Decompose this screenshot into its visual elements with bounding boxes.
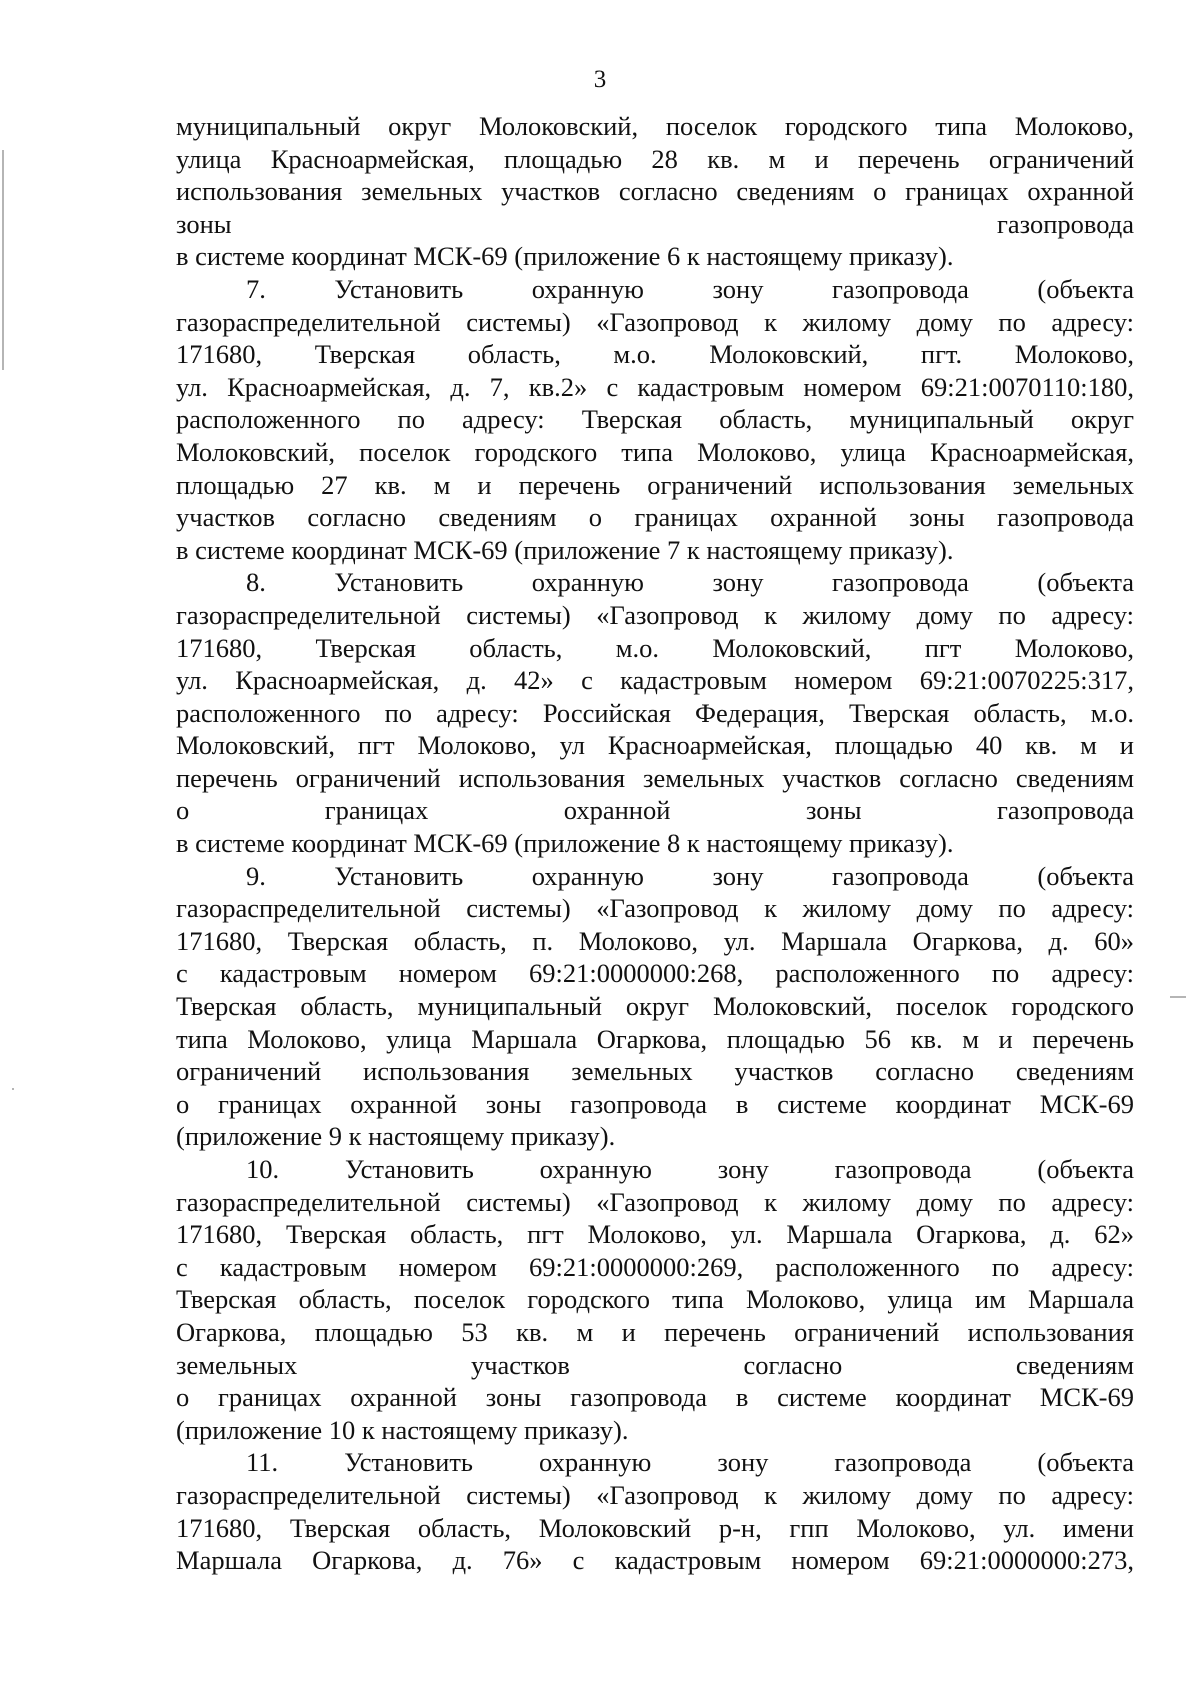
text-line: 7. Установить охранную зону газопровода (объекта <box>246 273 1134 304</box>
text-line: 171680, Тверская область, Молоковский р-н, гпп Молоково, ул. имени <box>176 1512 1134 1543</box>
text-line: в системе координат МСК-69 (приложение 8 к настоящему приказу). <box>176 828 954 859</box>
text-line: с кадастровым номером 69:21:0000000:269, расположенного по адресу: <box>176 1251 1134 1282</box>
text-line: в системе координат МСК-69 (приложение 7 к настоящему приказу). <box>176 534 954 565</box>
text-line: Маршала Огаркова, д. 76» с кадастровым номером 69:21:0000000:273, <box>176 1545 1134 1576</box>
scan-artifact-mark <box>1170 996 1186 998</box>
text-line: расположенного по адресу: Тверская область, муниципальный округ <box>176 404 1134 435</box>
text-line: 171680, Тверская область, п. Молоково, ул. Маршала Огаркова, д. 60» <box>176 925 1134 956</box>
scan-artifact-mark <box>12 1088 14 1090</box>
text-line: о границах охранной зоны газопровода в системе координат МСК-69 <box>176 1088 1134 1119</box>
page-number: 3 <box>593 66 607 93</box>
text-line: газораспределительной системы) «Газопровод к жилому дому по адресу: <box>176 306 1134 337</box>
text-line: Молоковский, пгт Молоково, ул Красноармейская, площадью 40 кв. м и <box>176 730 1134 761</box>
text-line: 171680, Тверская область, пгт Молоково, ул. Маршала Огаркова, д. 62» <box>176 1219 1134 1250</box>
text-line: муниципальный округ Молоковский, поселок городского типа Молоково, <box>176 111 1134 141</box>
text-line: 11. Установить охранную зону газопровода (объекта <box>246 1447 1134 1478</box>
text-line: 171680, Тверская область, м.о. Молоковский, пгт Молоково, <box>176 632 1134 663</box>
text-line: газораспределительной системы) «Газопровод к жилому дому по адресу: <box>176 1479 1134 1510</box>
text-line: в системе координат МСК-69 (приложение 6 к настоящему приказу). <box>176 241 954 272</box>
text-line: о границах охранной зоны газопровода в системе координат МСК-69 <box>176 1382 1134 1413</box>
text-line: использования земельных участков согласно сведениям о границах охранной <box>176 176 1134 207</box>
text-line: типа Молоково, улица Маршала Огаркова, площадью 56 кв. м и перечень <box>176 1023 1134 1054</box>
text-line: (приложение 9 к настоящему приказу). <box>176 1121 616 1152</box>
text-line: 171680, Тверская область, м.о. Молоковский, пгт. Молоково, <box>176 339 1134 370</box>
text-line: 10. Установить охранную зону газопровода (объекта <box>246 1154 1134 1184</box>
scan-artifact-mark <box>2 150 4 370</box>
text-line: о границах охранной зоны газопровода <box>176 795 1134 826</box>
text-line: газораспределительной системы) «Газопровод к жилому дому по адресу: <box>176 1186 1134 1217</box>
text-line: Тверская область, муниципальный округ Молоковский, поселок городского <box>176 991 1134 1022</box>
text-line: ул. Красноармейская, д. 7, кв.2» с кадастровым номером 69:21:0070110:180, <box>176 371 1134 402</box>
text-line: Огаркова, площадью 53 кв. м и перечень ограничений использования <box>176 1316 1134 1347</box>
text-line: участков согласно сведениям о границах охранной зоны газопровода <box>176 502 1134 533</box>
text-line: 9. Установить охранную зону газопровода (объекта <box>246 860 1134 891</box>
text-line: площадью 27 кв. м и перечень ограничений использования земельных <box>176 469 1134 500</box>
text-line: ограничений использования земельных участков согласно сведениям <box>176 1056 1134 1087</box>
text-line: перечень ограничений использования земельных участков согласно сведениям <box>176 762 1134 793</box>
document-body-text <box>176 110 1134 1577</box>
text-line: ул. Красноармейская, д. 42» с кадастровым номером 69:21:0070225:317, <box>176 665 1134 696</box>
text-line: земельных участков согласно сведениям <box>176 1349 1134 1380</box>
text-line: (приложение 10 к настоящему приказу). <box>176 1414 629 1445</box>
text-line: с кадастровым номером 69:21:0000000:268, расположенного по адресу: <box>176 958 1134 989</box>
text-line: Молоковский, поселок городского типа Молоково, улица Красноармейская, <box>176 436 1134 467</box>
text-line: газораспределительной системы) «Газопровод к жилому дому по адресу: <box>176 893 1134 924</box>
text-line: расположенного по адресу: Российская Федерация, Тверская область, м.о. <box>176 697 1134 728</box>
text-line: 8. Установить охранную зону газопровода (объекта <box>246 567 1134 598</box>
text-line: зоны газопровода <box>176 208 1134 239</box>
text-line: улица Красноармейская, площадью 28 кв. м и перечень ограничений <box>176 143 1134 174</box>
text-line: газораспределительной системы) «Газопровод к жилому дому по адресу: <box>176 599 1134 630</box>
text-line: Тверская область, поселок городского типа Молоково, улица им Маршала <box>176 1284 1134 1315</box>
